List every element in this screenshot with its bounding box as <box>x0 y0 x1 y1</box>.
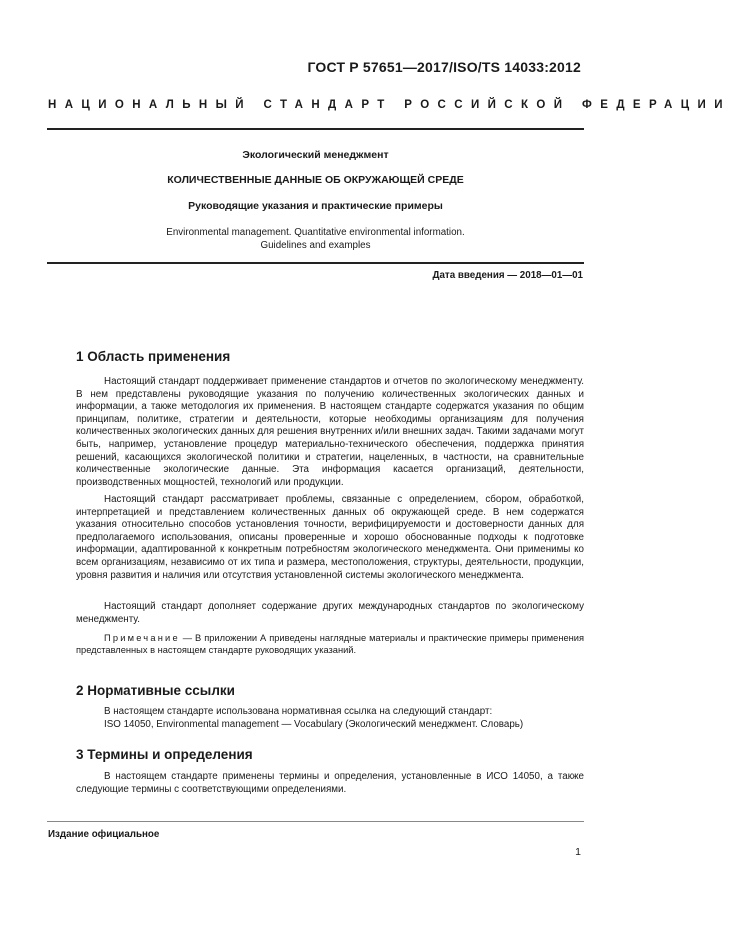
section-2-reference <box>76 719 584 732</box>
section-2-reference-text: ISO 14050, Environmental management — Vocabulary (Экологический менеджмент. Словарь) <box>104 719 524 730</box>
footer-divider <box>47 821 584 822</box>
section-2-paragraph-1-text: В настоящем стандарте использована нормативная ссылка на следующий стандарт: <box>104 706 493 717</box>
document-code: ГОСТ Р 57651—2017/ISO/TS 14033:2012 <box>307 59 581 75</box>
note-label: Примечание <box>104 633 180 643</box>
section-3-heading: 3 Термины и определения <box>76 747 253 762</box>
section-2-paragraph-1 <box>76 706 584 719</box>
section-1-paragraph-1 <box>76 376 584 489</box>
note-text: — В приложении А приведены наглядные материалы и практические примеры применения представленных в настоящем стандарте руководящих указаний. <box>76 633 584 656</box>
section-1-paragraph-1-text: Настоящий стандарт поддерживает применение стандартов и отчетов по экологическому менеджменту. В нем представлены руководящие указания по получению количественных экологических данных и информации, а также методология их применения. В настоящем стандарте содержатся указания по общим принципам, политике, стратегии и деятельности, которые необходимы организациям для получения количественных экологических данных для решения внутренних и/или внешних задач. Такими задачами могут быть, например, установление процедур материально-технического обеспечения, поддержка принятия решений, касающихся экологической политики и стратегии, нацеленных, в частности, на сравнительные количественные экологические данные. Эта информация касается организаций, деятельности, производственных мощностей, технологий или продукции. <box>76 376 584 488</box>
section-1-note <box>76 632 584 657</box>
standard-title: КОЛИЧЕСТВЕННЫЕ ДАННЫЕ ОБ ОКРУЖАЮЩЕЙ СРЕДЕ <box>167 174 464 186</box>
section-1-paragraph-2-text: Настоящий стандарт рассматривает проблемы, связанные с определением, сбором, обработкой, интерпретацией и представлением количественных данных об окружающей среде. В нем содержатся указания относительно способов установления точности, верифицируемости и достоверности данных для предполагаемого использования, описаны проверенные и хорошо обоснованные подходы к подготовке информации, адаптированной к конкретным потребностям экологического менеджмента. Они применимы ко всем организациям, независимо от их типа и размера, местоположения, структуры, деятельности, продукции, уровня развития и наличия или отсутствия установленной системы экологического менеджмента. <box>76 494 584 581</box>
english-title <box>47 226 584 252</box>
section-3-paragraph-1 <box>76 771 584 796</box>
standard-subtitle: Руководящие указания и практические примеры <box>188 200 443 212</box>
section-2-heading: 2 Нормативные ссылки <box>76 683 235 698</box>
official-edition-label: Издание официальное <box>48 829 160 840</box>
top-divider <box>47 128 584 130</box>
section-1-heading: 1 Область применения <box>76 349 231 364</box>
standard-topic: Экологический менеджмент <box>242 149 389 161</box>
english-title-line2: Guidelines and examples <box>260 240 371 251</box>
page-number: 1 <box>575 846 581 858</box>
section-1-paragraph-3-text: Настоящий стандарт дополняет содержание других международных стандартов по экологическому менеджменту. <box>76 601 584 625</box>
english-title-line1: Environmental management. Quantitative environmental information. <box>166 227 465 238</box>
title-divider <box>47 262 584 264</box>
section-1-paragraph-3 <box>76 601 584 626</box>
section-1-paragraph-2 <box>76 494 584 582</box>
section-3-paragraph-1-text: В настоящем стандарте применены термины и определения, установленные в ИСО 14050, а также следующие термины с соответствующими определениями. <box>76 771 584 795</box>
introduction-date: Дата введения — 2018—01—01 <box>432 270 583 281</box>
national-standard-banner: НАЦИОНАЛЬНЫЙ СТАНДАРТ РОССИЙСКОЙ ФЕДЕРАЦИИ <box>48 99 731 111</box>
